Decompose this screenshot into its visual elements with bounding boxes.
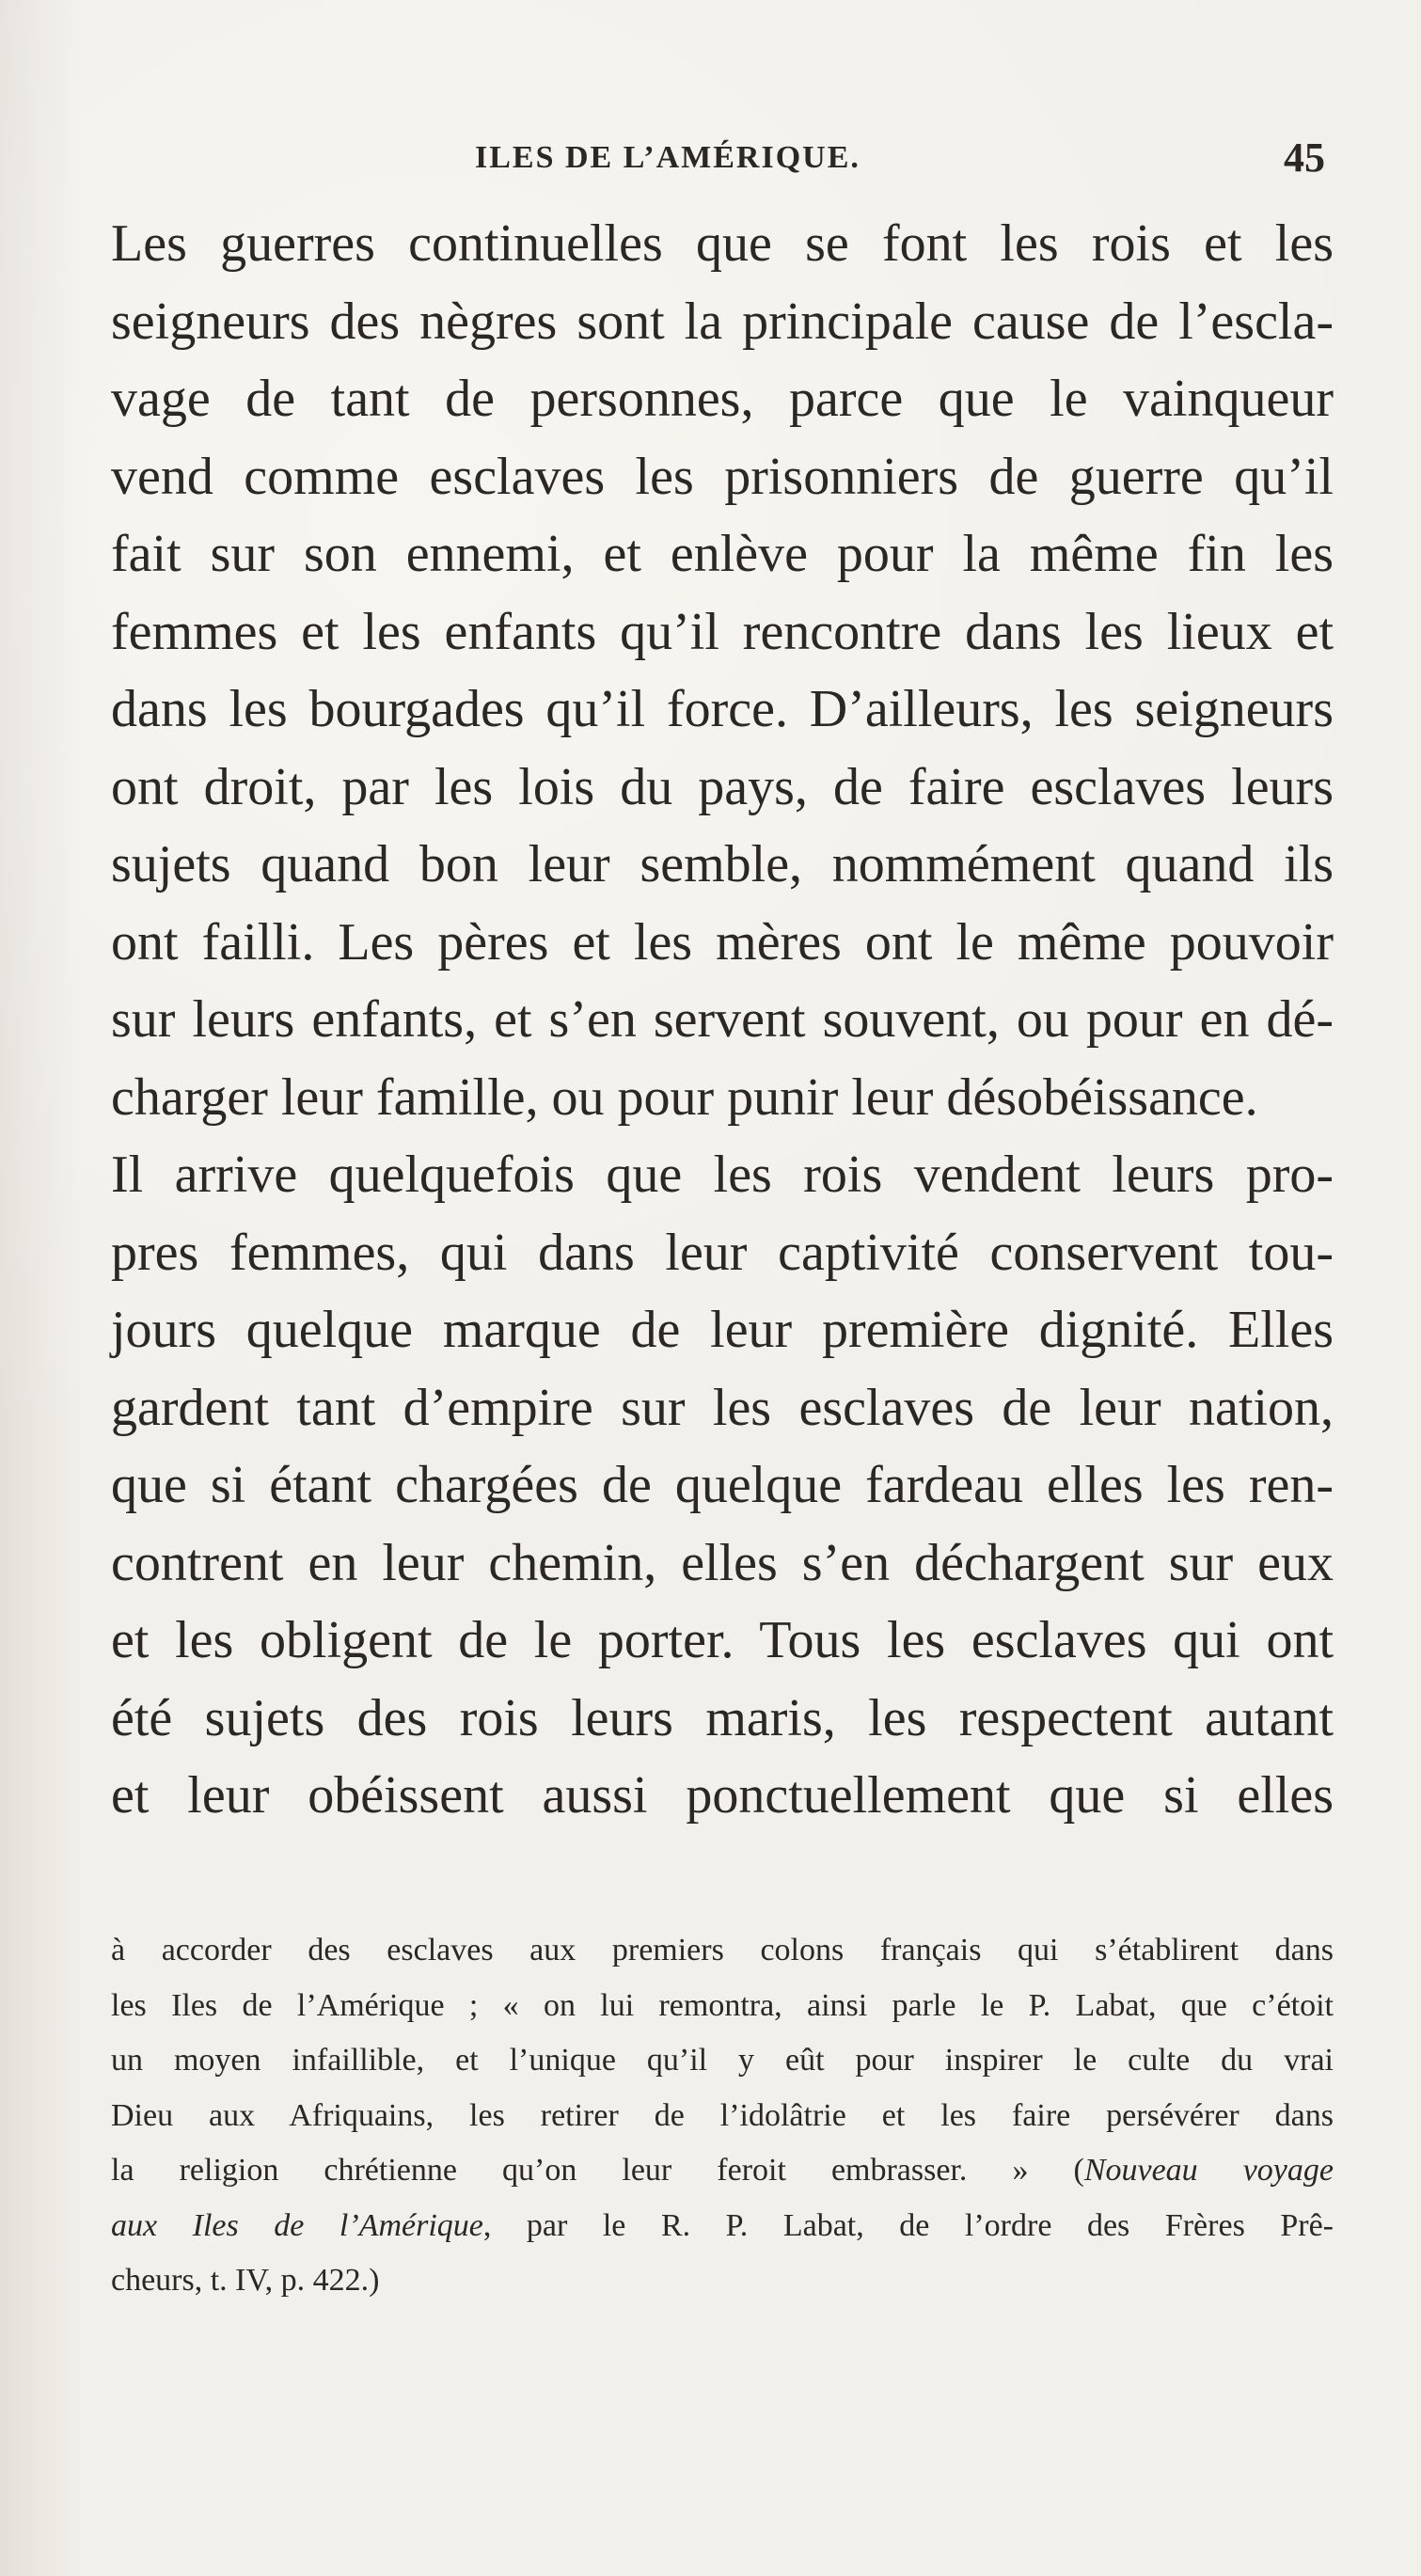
- text-line: charger leur famille, ou pour punir leur désobéissance.: [111, 1067, 1258, 1127]
- text-line: sujets quand bon leur semble, nommément quand ils: [111, 835, 1334, 893]
- main-text: [111, 205, 1334, 1835]
- text-line: pres femmes, qui dans leur captivité conservent tou-: [111, 1223, 1334, 1282]
- text-line: que si étant chargées de quelque fardeau elles les ren-: [111, 1456, 1334, 1514]
- text-line: Il arrive quelquefois que les rois vendent leurs pro-: [111, 1146, 1334, 1204]
- footnote-line: les Iles de l’Amérique ; « on lui remontra, ainsi parle le P. Labat, que c’étoit: [111, 1987, 1334, 2023]
- text-line: été sujets des rois leurs maris, les respectent autant: [111, 1688, 1334, 1747]
- text-line: jours quelque marque de leur première dignité. Elles: [111, 1301, 1334, 1359]
- text-line: fait sur son ennemi, et enlève pour la même fin les: [111, 525, 1334, 583]
- text-line: vage de tant de personnes, parce que le vainqueur: [111, 370, 1334, 428]
- text-line: Les guerres continuelles que se font les rois et les: [111, 214, 1334, 273]
- text-line: seigneurs des nègres sont la principale cause de l’escla-: [111, 292, 1334, 351]
- footnote-line: cheurs, t. IV, p. 422.): [111, 2263, 380, 2298]
- text-line: vend comme esclaves les prisonniers de guerre qu’il: [111, 447, 1334, 506]
- text-line: ont droit, par les lois du pays, de faire esclaves leurs: [111, 757, 1334, 816]
- footnote-text: la religion chrétienne qu’on leur feroit embrasser. » (: [111, 2153, 1084, 2188]
- footnote-text: , par le R. P. Labat, de l’ordre des Frères Prê-: [482, 2207, 1334, 2243]
- text-line: femmes et les enfants qu’il rencontre dans les lieux et: [111, 602, 1334, 661]
- text-line: et les obligent de le porter. Tous les esclaves qui ont: [111, 1611, 1334, 1669]
- text-line: dans les bourgades qu’il force. D’ailleurs, les seigneurs: [111, 680, 1334, 738]
- page-number: 45: [1284, 134, 1325, 181]
- footnote-line: à accorder des esclaves aux premiers colons français qui s’établirent dans: [111, 1933, 1334, 1968]
- footnote-line: [111, 2199, 1334, 2254]
- footnote: [111, 1923, 1334, 2309]
- footnote-line: [111, 2143, 1334, 2199]
- footnote-title-italic: aux Iles de l’Amérique: [111, 2207, 483, 2243]
- text-line: contrent en leur chemin, elles s’en déchargent sur eux: [111, 1533, 1334, 1592]
- running-title: ILES DE L’AMÉRIQUE.: [475, 140, 860, 175]
- text-line: sur leurs enfants, et s’en servent souvent, ou pour en dé-: [111, 990, 1334, 1049]
- text-line: ont failli. Les pères et les mères ont le même pouvoir: [111, 912, 1334, 972]
- footnote-line: un moyen infaillible, et l’unique qu’il y eût pour inspirer le culte du vrai: [111, 2043, 1334, 2078]
- footnote-line: Dieu aux Afriquains, les retirer de l’idolâtrie et les faire persévérer dans: [111, 2097, 1334, 2133]
- page-header: [0, 130, 1421, 186]
- footnote-title-italic: Nouveau voyage: [1083, 2153, 1334, 2188]
- text-line: gardent tant d’empire sur les esclaves de leur nation,: [111, 1378, 1334, 1437]
- text-line: et leur obéissent aussi ponctuellement que si elles: [111, 1766, 1334, 1825]
